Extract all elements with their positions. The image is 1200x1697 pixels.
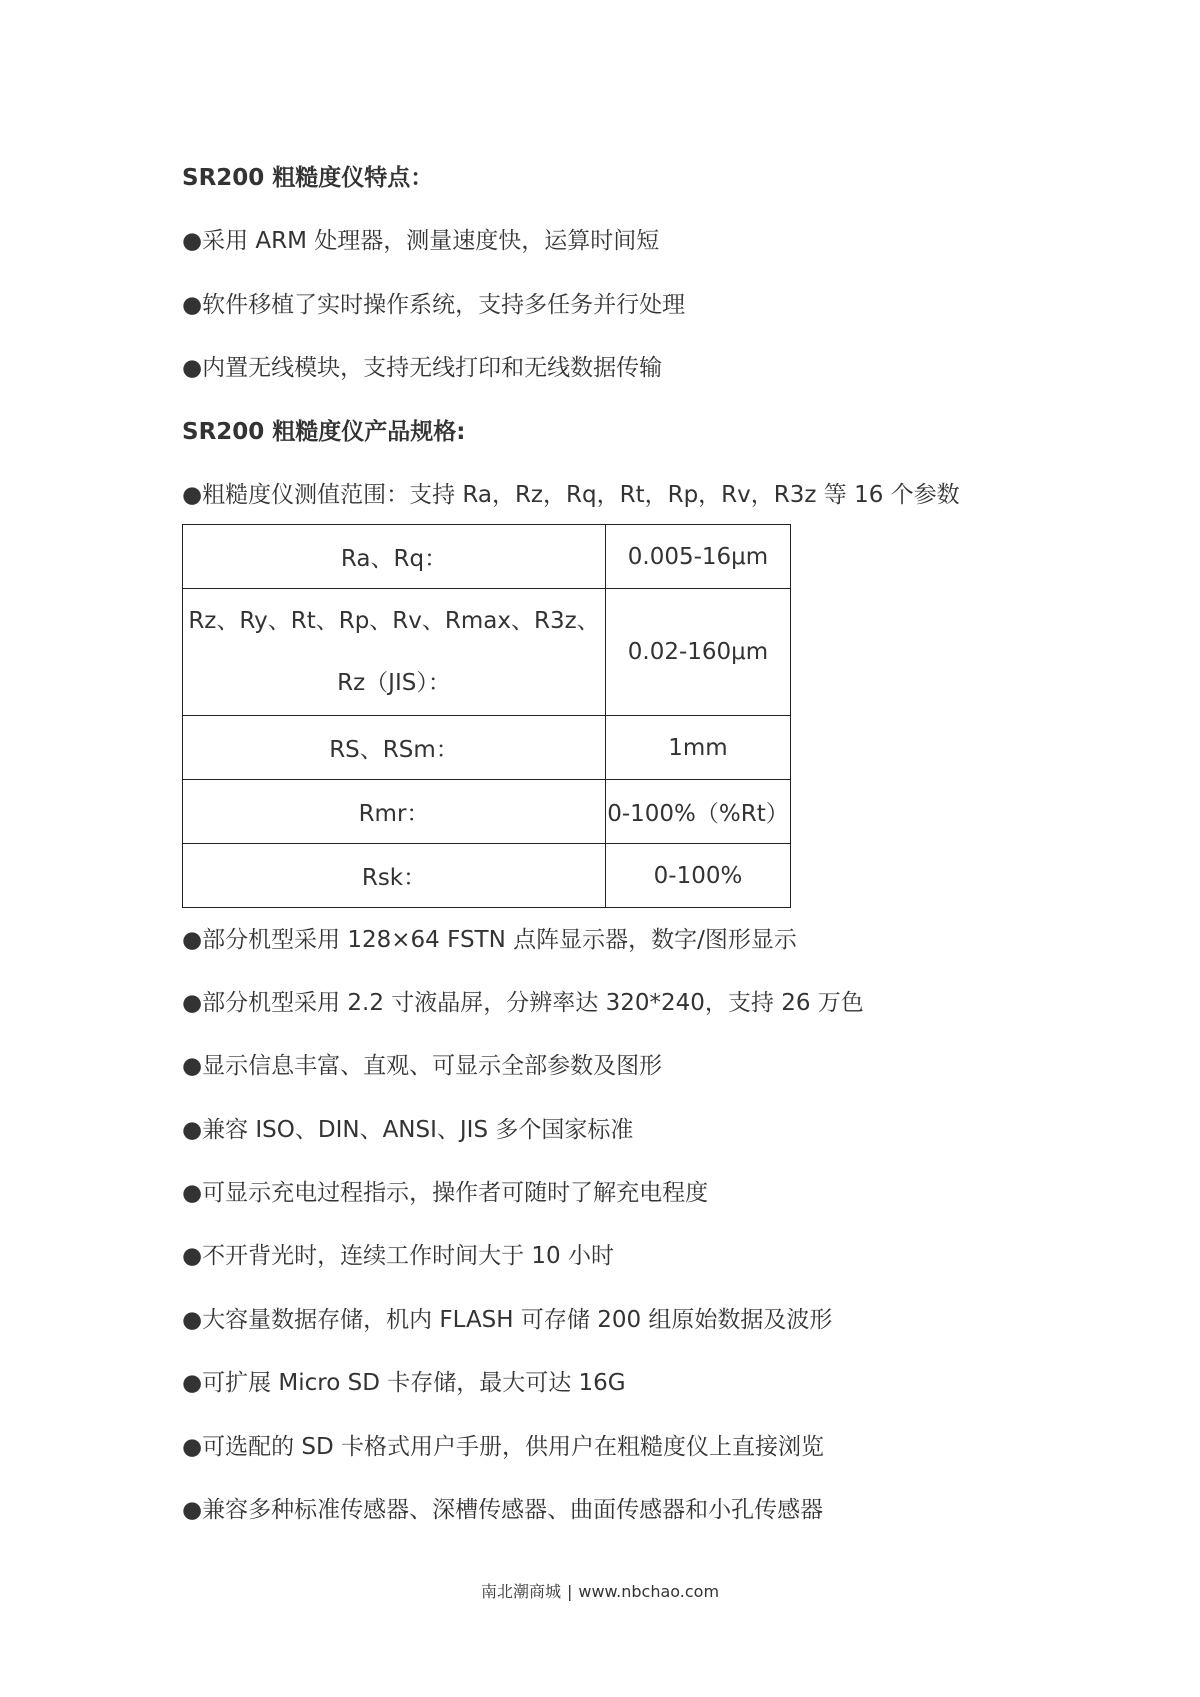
- param-cell: Ra、Rq：: [183, 525, 606, 589]
- value-cell: 0-100%: [606, 844, 791, 908]
- feature-item: ●内置无线模块，支持无线打印和无线数据传输: [182, 355, 663, 381]
- param-cell: Rsk：: [183, 844, 606, 908]
- spec-item: ●兼容 ISO、DIN、ANSI、JIS 多个国家标准: [182, 1117, 634, 1143]
- value-cell: 1mm: [606, 716, 791, 780]
- page-footer: [0, 1579, 1200, 1602]
- table-row: [183, 716, 791, 780]
- table-row: [183, 780, 791, 844]
- spec-item: ●显示信息丰富、直观、可显示全部参数及图形: [182, 1053, 663, 1079]
- footer-url-link[interactable]: www.nbchao.com: [578, 1582, 720, 1601]
- value-cell: 0.005-16μm: [606, 525, 791, 589]
- spec-item: ●兼容多种标准传感器、深槽传感器、曲面传感器和小孔传感器: [182, 1497, 824, 1523]
- feature-item: ●采用 ARM 处理器，测量速度快，运算时间短: [182, 228, 660, 254]
- features-heading: SR200 粗糙度仪特点：: [182, 165, 434, 191]
- param-line: Rz、Ry、Rt、Rp、Rv、Rmax、R3z、: [188, 608, 600, 634]
- param-cell: RS、RSm：: [183, 716, 606, 780]
- feature-item: ●软件移植了实时操作系统，支持多任务并行处理: [182, 292, 686, 318]
- value-cell: 0.02-160μm: [606, 589, 791, 716]
- spec-item: ●可显示充电过程指示，操作者可随时了解充电程度: [182, 1180, 709, 1206]
- table-row: [183, 589, 791, 716]
- spec-item: ●可选配的 SD 卡格式用户手册，供用户在粗糙度仪上直接浏览: [182, 1434, 825, 1460]
- range-line: ●粗糙度仪测值范围：支持 Ra，Rz，Rq，Rt，Rp，Rv，R3z 等 16 个参数: [182, 482, 960, 508]
- param-cell: [183, 589, 606, 716]
- param-cell: Rmr：: [183, 780, 606, 844]
- specs-heading: SR200 粗糙度仪产品规格:: [182, 419, 466, 445]
- spec-table: [182, 524, 791, 908]
- value-cell: 0-100%（%Rt）: [606, 780, 791, 844]
- param-line: Rz（JIS）：: [337, 670, 451, 696]
- spec-item: ●部分机型采用 2.2 寸液晶屏，分辨率达 320*240，支持 26 万色: [182, 990, 864, 1016]
- spec-item: ●部分机型采用 128×64 FSTN 点阵显示器，数字/图形显示: [182, 927, 797, 953]
- table-row: [183, 844, 791, 908]
- spec-item: ●大容量数据存储，机内 FLASH 可存储 200 组原始数据及波形: [182, 1307, 833, 1333]
- spec-item: ●可扩展 Micro SD 卡存储，最大可达 16G: [182, 1370, 626, 1396]
- spec-item: ●不开背光时，连续工作时间大于 10 小时: [182, 1243, 614, 1269]
- footer-separator: |: [566, 1582, 573, 1601]
- footer-site-name: 南北潮商城: [480, 1582, 561, 1601]
- table-row: [183, 525, 791, 589]
